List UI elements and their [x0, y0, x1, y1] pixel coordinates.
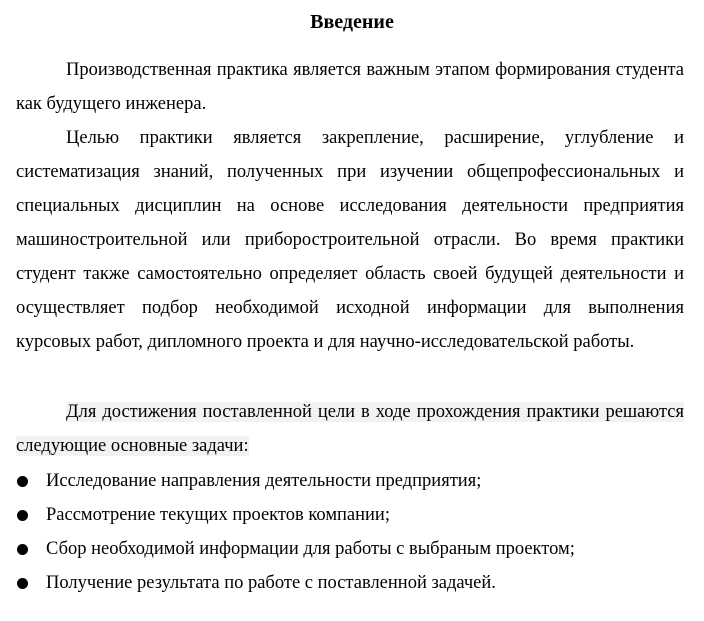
- list-item-text: Получение результата по работе с поставленной задачей.: [46, 573, 496, 593]
- list-item: [16, 464, 684, 498]
- list-item-text: Рассмотрение текущих проектов компании;: [46, 505, 390, 525]
- paragraph-intro: Производственная практика является важным этапом формирования студента как будущего инженера.: [16, 60, 684, 114]
- list-item: [16, 566, 684, 600]
- bullet-icon: [17, 578, 28, 589]
- bullet-icon: [17, 476, 28, 487]
- paragraph-tasks-intro-text: Для достижения поставленной цели в ходе прохождения практики решаются следующие основные задачи:: [16, 402, 684, 456]
- list-item: [16, 532, 684, 566]
- document-title: Введение: [310, 11, 394, 33]
- paragraph-tasks-intro: [16, 395, 684, 463]
- list-item: [16, 498, 684, 532]
- bullet-icon: [17, 510, 28, 521]
- list-item-text: Исследование направления деятельности предприятия;: [46, 471, 482, 491]
- task-list: [16, 464, 684, 600]
- paragraph-goal: Целью практики является закрепление, расширение, углубление и систематизация знаний, полученных при изучении общепрофессиональных и специальных дисциплин на основе исследования деятельности предприятия машиностроительной или приборостроительной отрасли. Во время практики студент также самостоятельно определяет область своей будущей деятельности и осуществляет подбор необходимой исходной информации для выполнения курсовых работ, дипломного проекта и для научно-исследовательской работы.: [16, 128, 684, 352]
- list-item-text: Сбор необходимой информации для работы с выбраным проектом;: [46, 539, 575, 559]
- bullet-icon: [17, 544, 28, 555]
